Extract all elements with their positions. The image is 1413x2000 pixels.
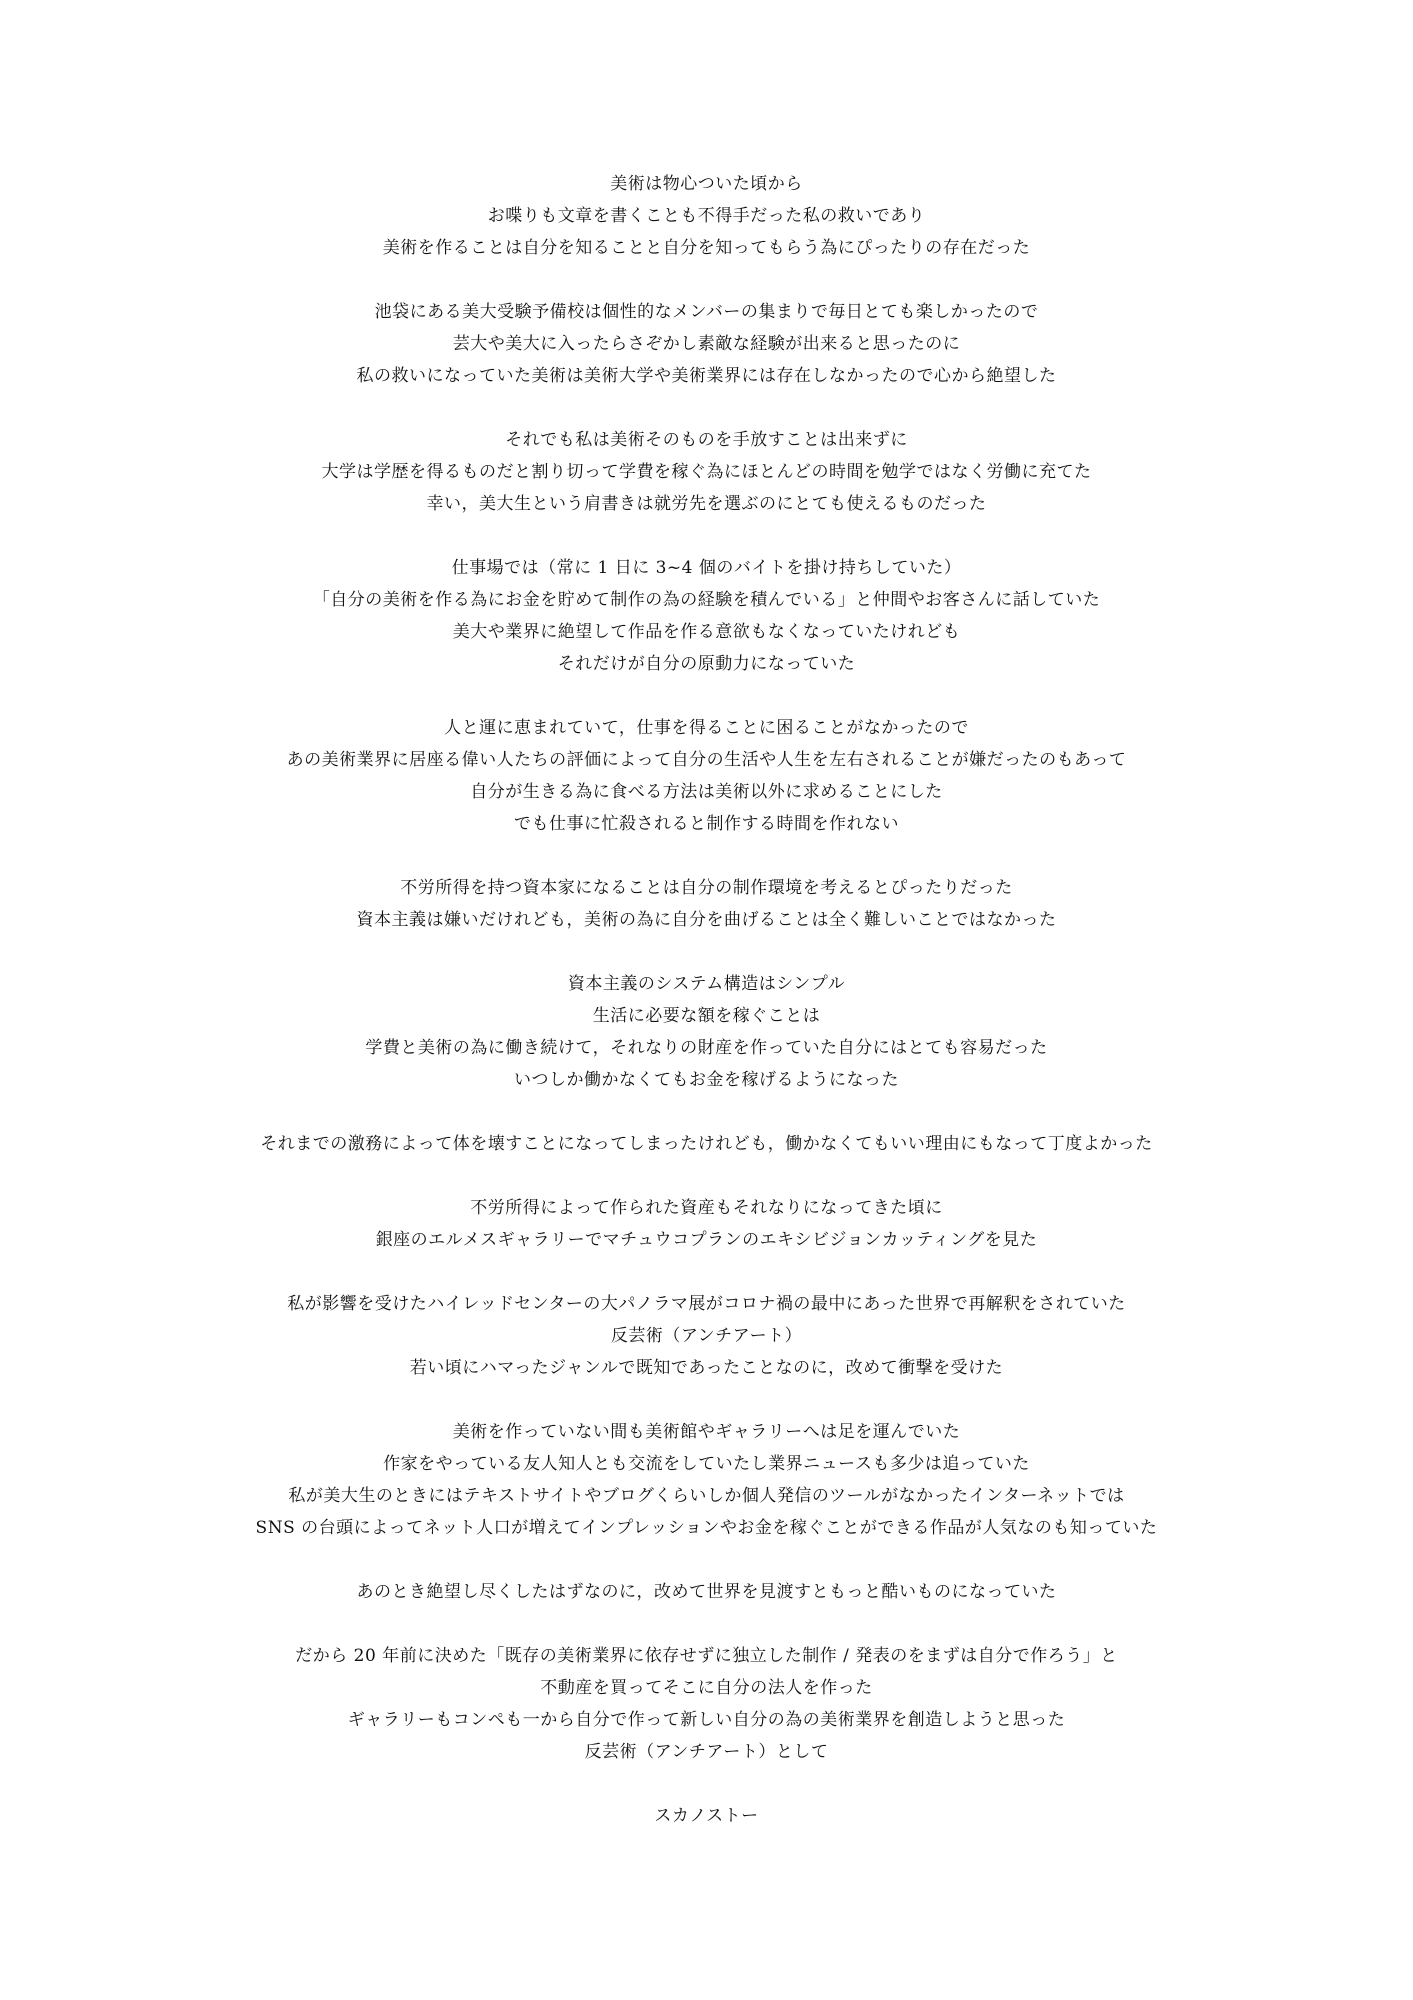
stanza bbox=[0, 1416, 1413, 1544]
stanza bbox=[0, 968, 1413, 1096]
essay-page bbox=[0, 168, 1413, 1864]
stanza bbox=[0, 1640, 1413, 1768]
text-line: 「自分の美術を作る為にお金を貯めて制作の為の経験を積んでいる」と仲間やお客さんに話していた bbox=[312, 590, 1101, 610]
text-line: 自分が生きる為に食べる方法は美術以外に求めることにした bbox=[470, 782, 943, 802]
text-line: 私の救いになっていた美術は美術大学や美術業界には存在しなかったので心から絶望した bbox=[356, 366, 1057, 386]
text-line: 銀座のエルメスギャラリーでマチュウコプランのエキシビジョンカッティングを見た bbox=[375, 1230, 1038, 1250]
text-line: 反芸術（アンチアート）として bbox=[584, 1742, 829, 1762]
text-line: あのとき絶望し尽くしたはずなのに，改めて世界を見渡すともっと酷いものになっていた bbox=[356, 1582, 1057, 1602]
text-line: 幸い，美大生という肩書きは就労先を選ぶのにとても使えるものだった bbox=[426, 494, 987, 514]
stanza bbox=[0, 552, 1413, 680]
text-line: SNS の台頭によってネット人口が増えてインプレッションやお金を稼ぐことができる作品が人気なのも知っていた bbox=[255, 1518, 1158, 1538]
stanza bbox=[0, 168, 1413, 264]
text-line: ギャラリーもコンペも一から自分で作って新しい自分の為の美術業界を創造しようと思った bbox=[347, 1710, 1066, 1730]
text-line: 人と運に恵まれていて，仕事を得ることに困ることがなかったので bbox=[444, 718, 969, 738]
text-line: 私が影響を受けたハイレッドセンターの大パノラマ展がコロナ禍の最中にあった世界で再解釈をされていた bbox=[287, 1294, 1126, 1314]
stanza bbox=[0, 872, 1413, 936]
text-line: 大学は学歴を得るものだと割り切って学費を稼ぐ為にほとんどの時間を勉学ではなく労働に充てた bbox=[321, 462, 1092, 482]
text-line: 若い頃にハマったジャンルで既知であったことなのに，改めて衝撃を受けた bbox=[409, 1358, 1004, 1378]
signature-block bbox=[0, 1800, 1413, 1832]
text-line: だから 20 年前に決めた「既存の美術業界に依存せずに独立した制作 / 発表のをまずは自分で作ろう」と bbox=[295, 1646, 1118, 1666]
text-line: 作家をやっている友人知人とも交流をしていたし業界ニュースも多少は追っていた bbox=[383, 1454, 1030, 1474]
stanza bbox=[0, 424, 1413, 520]
text-line: いつしか働かなくてもお金を稼げるようになった bbox=[514, 1070, 899, 1090]
text-line: 芸大や美大に入ったらさぞかし素敵な経験が出来ると思ったのに bbox=[452, 334, 961, 354]
text-line: 不労所得によって作られた資産もそれなりになってきた頃に bbox=[470, 1198, 943, 1218]
text-line: それまでの激務によって体を壊すことになってしまったけれども，働かなくてもいい理由にもなって丁度よかった bbox=[260, 1134, 1153, 1154]
text-line: お喋りも文章を書くことも不得手だった私の救いであり bbox=[487, 206, 926, 226]
text-line: 美術は物心ついた頃から bbox=[610, 174, 803, 194]
stanza bbox=[0, 1576, 1413, 1608]
author-signature: スカノストー bbox=[654, 1806, 759, 1826]
text-line: 池袋にある美大受験予備校は個性的なメンバーの集まりで毎日とても楽しかったので bbox=[374, 302, 1039, 322]
text-line: あの美術業界に居座る偉い人たちの評価によって自分の生活や人生を左右されることが嫌だったのもあって bbox=[286, 750, 1127, 770]
text-line: 美大や業界に絶望して作品を作る意欲もなくなっていたけれども bbox=[452, 622, 961, 642]
text-line: それだけが自分の原動力になっていた bbox=[557, 654, 856, 674]
text-line: 美術を作ることは自分を知ることと自分を知ってもらう為にぴったりの存在だった bbox=[382, 238, 1031, 258]
text-line: 不動産を買ってそこに自分の法人を作った bbox=[540, 1678, 873, 1698]
text-line: でも仕事に忙殺されると制作する時間を作れない bbox=[514, 814, 899, 834]
text-line: 資本主義のシステム構造はシンプル bbox=[567, 974, 846, 994]
stanza bbox=[0, 1288, 1413, 1384]
text-line: 私が美大生のときにはテキストサイトやブログくらいしか個人発信のツールがなかったインターネットでは bbox=[288, 1486, 1125, 1506]
text-line: それでも私は美術そのものを手放すことは出来ずに bbox=[505, 430, 908, 450]
text-line: 仕事場では（常に 1 日に 3~4 個のバイトを掛け持ちしていた） bbox=[451, 558, 962, 578]
text-line: 学費と美術の為に働き続けて，それなりの財産を作っていた自分にはとても容易だった bbox=[365, 1038, 1048, 1058]
text-line: 生活に必要な額を稼ぐことは bbox=[592, 1006, 821, 1026]
stanza bbox=[0, 712, 1413, 840]
text-line: 美術を作っていない間も美術館やギャラリーへは足を運んでいた bbox=[452, 1422, 961, 1442]
stanza bbox=[0, 1128, 1413, 1160]
stanza bbox=[0, 296, 1413, 392]
text-line: 不労所得を持つ資本家になることは自分の制作環境を考えるとぴったりだった bbox=[400, 878, 1013, 898]
text-line: 反芸術（アンチアート） bbox=[610, 1326, 803, 1346]
text-line: 資本主義は嫌いだけれども，美術の為に自分を曲げることは全く難しいことではなかった bbox=[356, 910, 1057, 930]
stanza bbox=[0, 1192, 1413, 1256]
